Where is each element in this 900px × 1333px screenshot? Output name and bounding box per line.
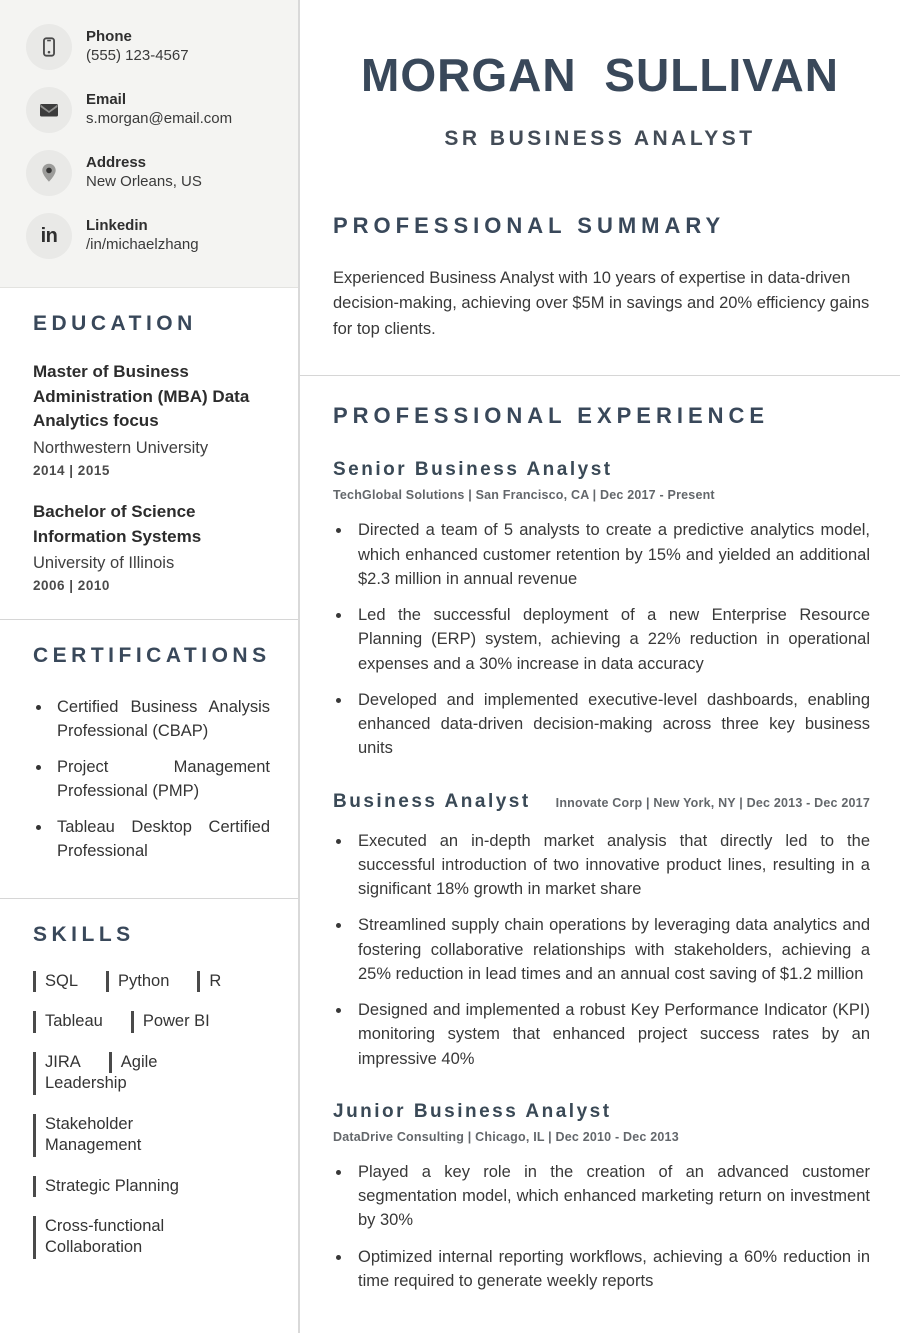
contact-value: (555) 123-4567 (86, 47, 189, 64)
certification-item: • Tableau Desktop Certified Professional (52, 816, 270, 863)
skill-item: Python (106, 971, 169, 992)
skill-item: Leadership (33, 1073, 127, 1094)
years: 2014 | 2015 (33, 463, 110, 479)
summary-text: Experienced Business Analyst with 10 years of expertise in data-driven decision-making, achieving over $5M in savings and 20% efficiency gains for top clients. (333, 268, 870, 338)
main-content (300, 0, 900, 1333)
contact-value: New Orleans, US (86, 173, 202, 190)
email-icon (26, 87, 72, 133)
skill-item: SQL (33, 971, 78, 992)
skill-item: Strategic Planning (33, 1176, 179, 1197)
skills-section (0, 898, 298, 1318)
resume-header (300, 0, 900, 151)
contact-item-phone (26, 24, 280, 70)
job-title: Senior Business Analyst (333, 459, 613, 481)
contact-label: Address (86, 154, 147, 172)
contact-item-email (26, 87, 280, 133)
job-bullet: • Streamlined supply chain operations by leveraging data analytics and fostering collaborative relationships with stakeholders, achieving a 25% reduction in lead times and an annual cost saving of $1.2 million (352, 913, 870, 986)
job-title: Junior Business Analyst (333, 1100, 612, 1122)
certification-item: • Certified Business Analysis Professional (CBAP) (52, 696, 270, 743)
job-meta: DataDrive Consulting | Chicago, IL | Dec 2010 - Dec 2013 (333, 1129, 679, 1144)
skill-item: R (197, 971, 221, 992)
certifications-section (0, 619, 298, 898)
contact-item-linkedin (26, 213, 280, 259)
job-meta: TechGlobal Solutions | San Francisco, CA | Dec 2017 - Present (333, 488, 715, 503)
contact-label: Linkedin (86, 217, 148, 235)
certifications-title: CERTIFICATIONS (33, 644, 271, 668)
degree: Bachelor of Science Information Systems (33, 502, 202, 546)
job-entry (333, 459, 870, 760)
education-entry (33, 360, 270, 478)
skill-item: JIRA (33, 1052, 81, 1073)
job-meta: Innovate Corp | New York, NY | Dec 2013 - Dec 2017 (555, 795, 870, 810)
education-title: EDUCATION (33, 312, 197, 335)
skill-item: Cross-functional Collaboration (33, 1216, 233, 1259)
experience-section (300, 375, 900, 1333)
phone-icon (26, 24, 72, 70)
degree: Master of Business Administration (MBA) Data Analytics focus (33, 362, 250, 431)
contact-section (0, 0, 298, 288)
summary-title: PROFESSIONAL SUMMARY (333, 212, 726, 238)
education-entry (33, 500, 270, 593)
contact-value: s.morgan@email.com (86, 110, 233, 127)
certification-item: • Project Management Professional (PMP) (52, 756, 270, 803)
candidate-role: SR BUSINESS ANALYST (444, 126, 756, 150)
contact-value: /in/michaelzhang (86, 236, 199, 253)
school: Northwestern University (33, 438, 209, 457)
years: 2006 | 2010 (33, 578, 110, 594)
skill-item: Tableau (33, 1011, 103, 1032)
summary-section (300, 213, 900, 376)
job-bullet: • Designed and implemented a robust Key Performance Indicator (KPI) monitoring system that enhanced project success rates by an impressive 40% (352, 998, 870, 1071)
education-section (0, 288, 298, 619)
job-bullet: • Played a key role in the creation of an advanced customer segmentation model, which enhanced marketing return on investment by 30% (352, 1160, 870, 1233)
job-title: Business Analyst (333, 790, 531, 812)
address-icon (26, 150, 72, 196)
skill-item: Power BI (131, 1011, 210, 1032)
linkedin-icon: in (26, 213, 72, 259)
job-bullet: • Optimized internal reporting workflows, achieving a 60% reduction in time required to generate weekly reports (352, 1245, 870, 1294)
job-bullet: • Directed a team of 5 analysts to create a predictive analytics model, which enhanced customer retention by 15% and yielded an additional $2.3 million in annual revenue (352, 518, 870, 591)
job-bullet: • Developed and implemented executive-level dashboards, enabling enhanced data-driven decision-making across three key business units (352, 688, 870, 761)
candidate-name: MORGAN SULLIVAN (361, 49, 839, 101)
contact-item-address (26, 150, 280, 196)
job-bullet: • Executed an in-depth market analysis that directly led to the successful introduction of two innovative product lines, resulting in a significant 18% growth in market share (352, 829, 870, 902)
school: University of Illinois (33, 554, 175, 573)
skills-title: SKILLS (33, 922, 135, 946)
job-entry (333, 791, 870, 1071)
experience-title: PROFESSIONAL EXPERIENCE (333, 403, 770, 429)
job-entry (333, 1101, 870, 1293)
job-bullet: • Led the successful deployment of a new Enterprise Resource Planning (ERP) system, achieving a 22% reduction in operational expenses and a 30% increase in data accuracy (352, 603, 870, 676)
sidebar (0, 0, 300, 1333)
skill-item: Stakeholder Management (33, 1114, 233, 1157)
contact-label: Phone (86, 28, 132, 46)
contact-label: Email (86, 91, 127, 109)
skill-item: Agile (109, 1052, 158, 1073)
